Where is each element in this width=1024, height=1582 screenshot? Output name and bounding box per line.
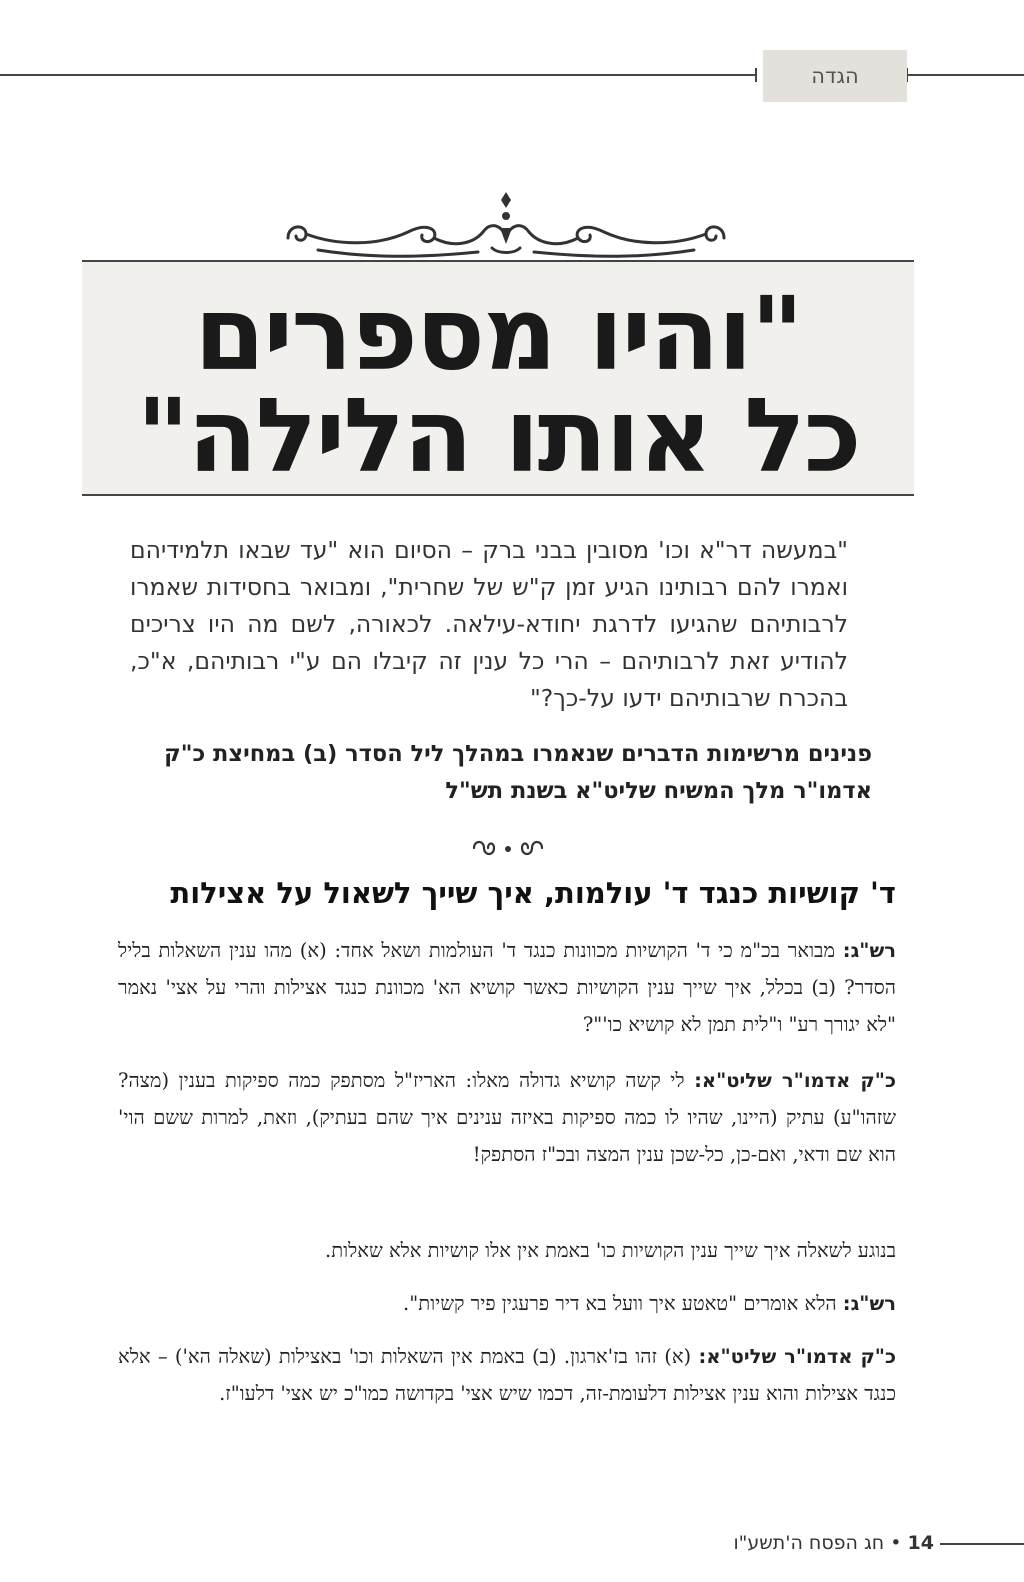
header-rule-left xyxy=(0,74,756,76)
paragraph-1 xyxy=(118,932,896,1043)
section-heading: ד' קושיות כנגד ד' עולמות, איך שייך לשאול על אצילות xyxy=(170,876,896,910)
page-footer xyxy=(690,1532,934,1554)
intro-quote: "במעשה דר"א וכו' מסובין בבני ברק – הסיום הוא "עד שבאו תלמידיהם ואמרו להם רבותינו הגיע זמן ק"ש של שחרית", ומבואר בחסידות שאמרו לרבותיהם שהגיעו לדרגת יחודא-עילאה. לכאורה, לשם מה היו צריכים להודיע זאת לרבותיהם – הרי כל ענין זה קיבלו הם ע"י רבותיהם, א"כ, בהכרח שרבותיהם ידעו על-כך?" xyxy=(130,536,848,712)
speaker-label: כ"ק אדמו"ר שליט"א: xyxy=(698,1345,897,1368)
publication-name: חג הפסח ה'תשע"ו xyxy=(733,1532,885,1554)
speaker-label: רש"ג: xyxy=(842,939,896,962)
header-rule-tick-left xyxy=(755,68,757,82)
speaker-label: רש"ג: xyxy=(842,1292,896,1315)
paragraph-3 xyxy=(118,1232,896,1269)
section-tab xyxy=(763,50,907,102)
paragraph-5 xyxy=(118,1338,896,1412)
flourish-ornament-icon xyxy=(278,188,734,264)
section-divider-icon xyxy=(468,836,548,862)
intro-source: פנינים מרשימות הדברים שנאמרו במהלך ליל הסדר (ב) במחיצת כ"ק אדמו"ר מלך המשיח שליט"א בשנת תש"ל xyxy=(164,741,872,804)
paragraph-text: מבואר בכ"מ כי ד' הקושיות מכוונות כנגד ד' העולמות ושאל אחד: (א) מהו ענין השאלות בליל הסדר? (ב) בכלל, איך שייך ענין הקושיות כאשר קושיא הא' מכוונת כנגד אצילות והרי על אצי' נאמר "לא יגורך רע" ו"לית תמן לא קושיא כו'"? xyxy=(118,939,896,1036)
footer-separator: • xyxy=(890,1532,902,1554)
header-rule-right xyxy=(907,74,1024,76)
paragraph-text: בנוגע לשאלה איך שייך ענין הקושיות כו' באמת אין אלו קושיות אלא שאלות. xyxy=(325,1239,896,1262)
paragraph-2 xyxy=(118,1062,896,1173)
section-label: הגדה xyxy=(811,64,859,88)
title-line-1: "והיו מספרים xyxy=(194,275,802,394)
paragraph-4 xyxy=(118,1285,896,1322)
paragraph-text: הלא אומרים "טאטע איך וועל בא דיר פרעגין פיר קשיות". xyxy=(403,1292,837,1315)
title-box xyxy=(82,260,914,496)
page-number: 14 xyxy=(907,1532,934,1554)
footer-rule xyxy=(940,1543,1024,1545)
paragraph-text: (א) זהו בז'ארגון. (ב) באמת אין השאלות וכו' באצילות (שאלה הא') – אלא כנגד אצילות והוא ענין אצילות דלעומת-זה, דכמו שיש אצי' בקדושה כמו"כ יש אצי' דלעו"ז. xyxy=(118,1345,896,1405)
title-line-2: כל אותו הלילה" xyxy=(136,377,860,496)
paragraph-text: לי קשה קושיא גדולה מאלו: האריז"ל מסתפק כמה ספיקות בענין (מצה? שזהו"ע) עתיק (היינו, שהיו לו כמה ספיקות באיזה ענינים איך שהם בעתיק), וזאת, למרות ששם הוי' הוא שם ודאי, ואם-כן, כל-שכן ענין המצה ובכ"ז הסתפק! xyxy=(118,1069,896,1166)
speaker-label: כ"ק אדמו"ר שליט"א: xyxy=(694,1069,896,1092)
